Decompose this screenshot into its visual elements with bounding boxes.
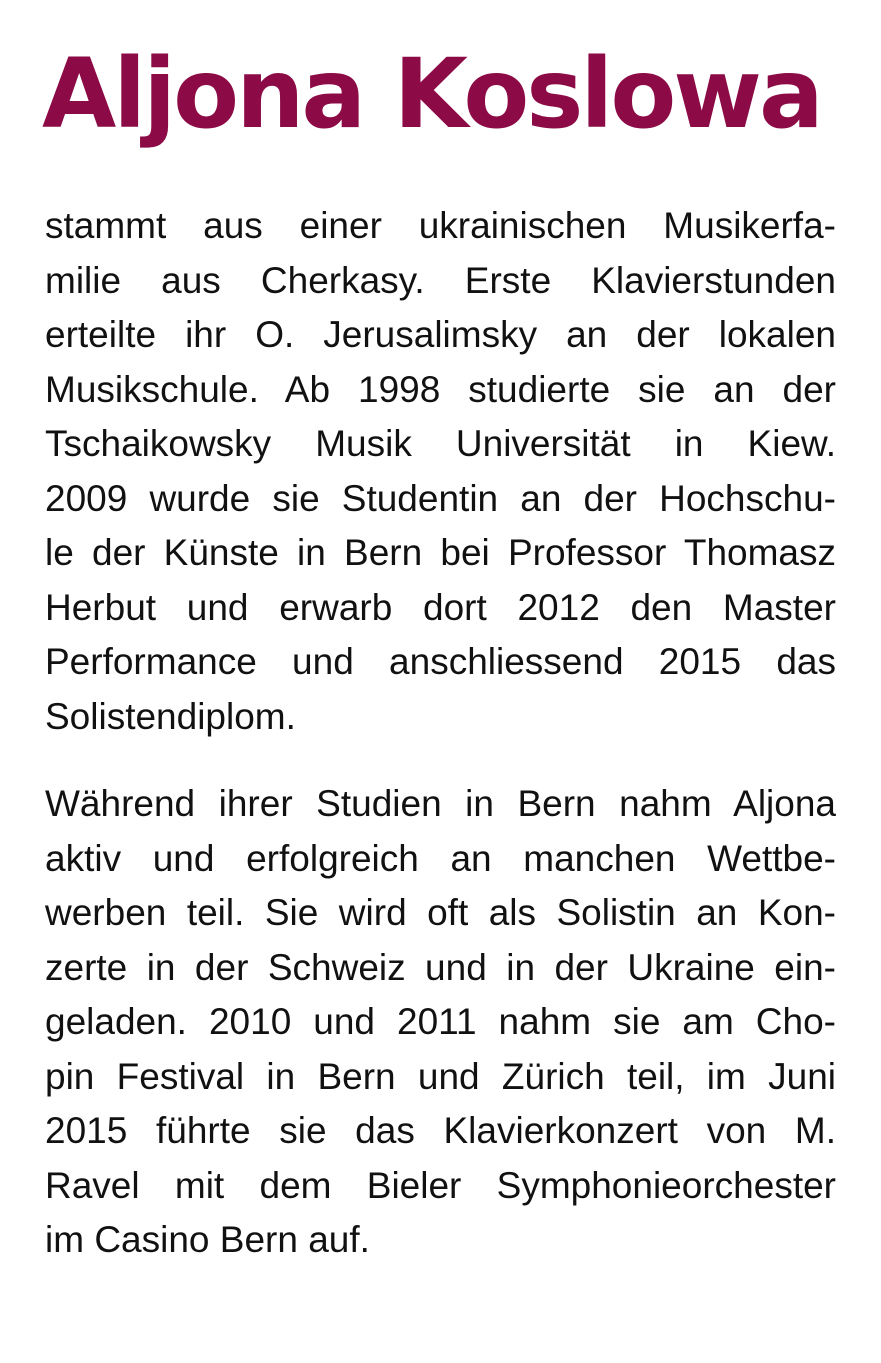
text-line: erteilte ihr O. Jerusalimsky an der lokalen <box>45 314 836 355</box>
text-line: Performance und anschliessend 2015 das <box>45 641 836 682</box>
text-line: geladen. 2010 und 2011 nahm sie am Cho- <box>45 1001 836 1042</box>
text-line: Solistendiplom. <box>45 695 296 737</box>
text-line: Ravel mit dem Bieler Symphonieorchester <box>45 1164 836 1206</box>
text-line: Herbut und erwarb dort 2012 den Master <box>45 586 836 628</box>
text-line: pin Festival in Bern und Zürich teil, im Juni <box>45 1055 836 1097</box>
text-line: 2015 führte sie das Klavierkonzert von M. <box>45 1110 836 1151</box>
text-line: 2009 wurde sie Studentin an der Hochschu- <box>45 477 836 519</box>
text-line: aktiv und erfolgreich an manchen Wettbe- <box>45 837 836 879</box>
biography-paragraph-2 <box>45 777 836 1268</box>
text-line: Während ihrer Studien in Bern nahm Aljona <box>45 783 836 824</box>
text-line: le der Künste in Bern bei Professor Thomasz <box>45 532 836 573</box>
page-title: Aljona Koslowa <box>42 38 821 150</box>
text-line: Tschaikowsky Musik Universität in Kiew. <box>45 423 836 464</box>
text-line: stammt aus einer ukrainischen Musikerfa- <box>45 205 836 246</box>
text-line: Musikschule. Ab 1998 studierte sie an der <box>45 368 836 410</box>
text-line: zerte in der Schweiz und in der Ukraine ein- <box>45 946 836 988</box>
text-line: im Casino Bern auf. <box>45 1219 370 1260</box>
text-line: milie aus Cherkasy. Erste Klavierstunden <box>45 259 836 301</box>
biography-paragraph-1 <box>45 199 836 744</box>
text-line: werben teil. Sie wird oft als Solistin an Kon- <box>45 892 836 933</box>
